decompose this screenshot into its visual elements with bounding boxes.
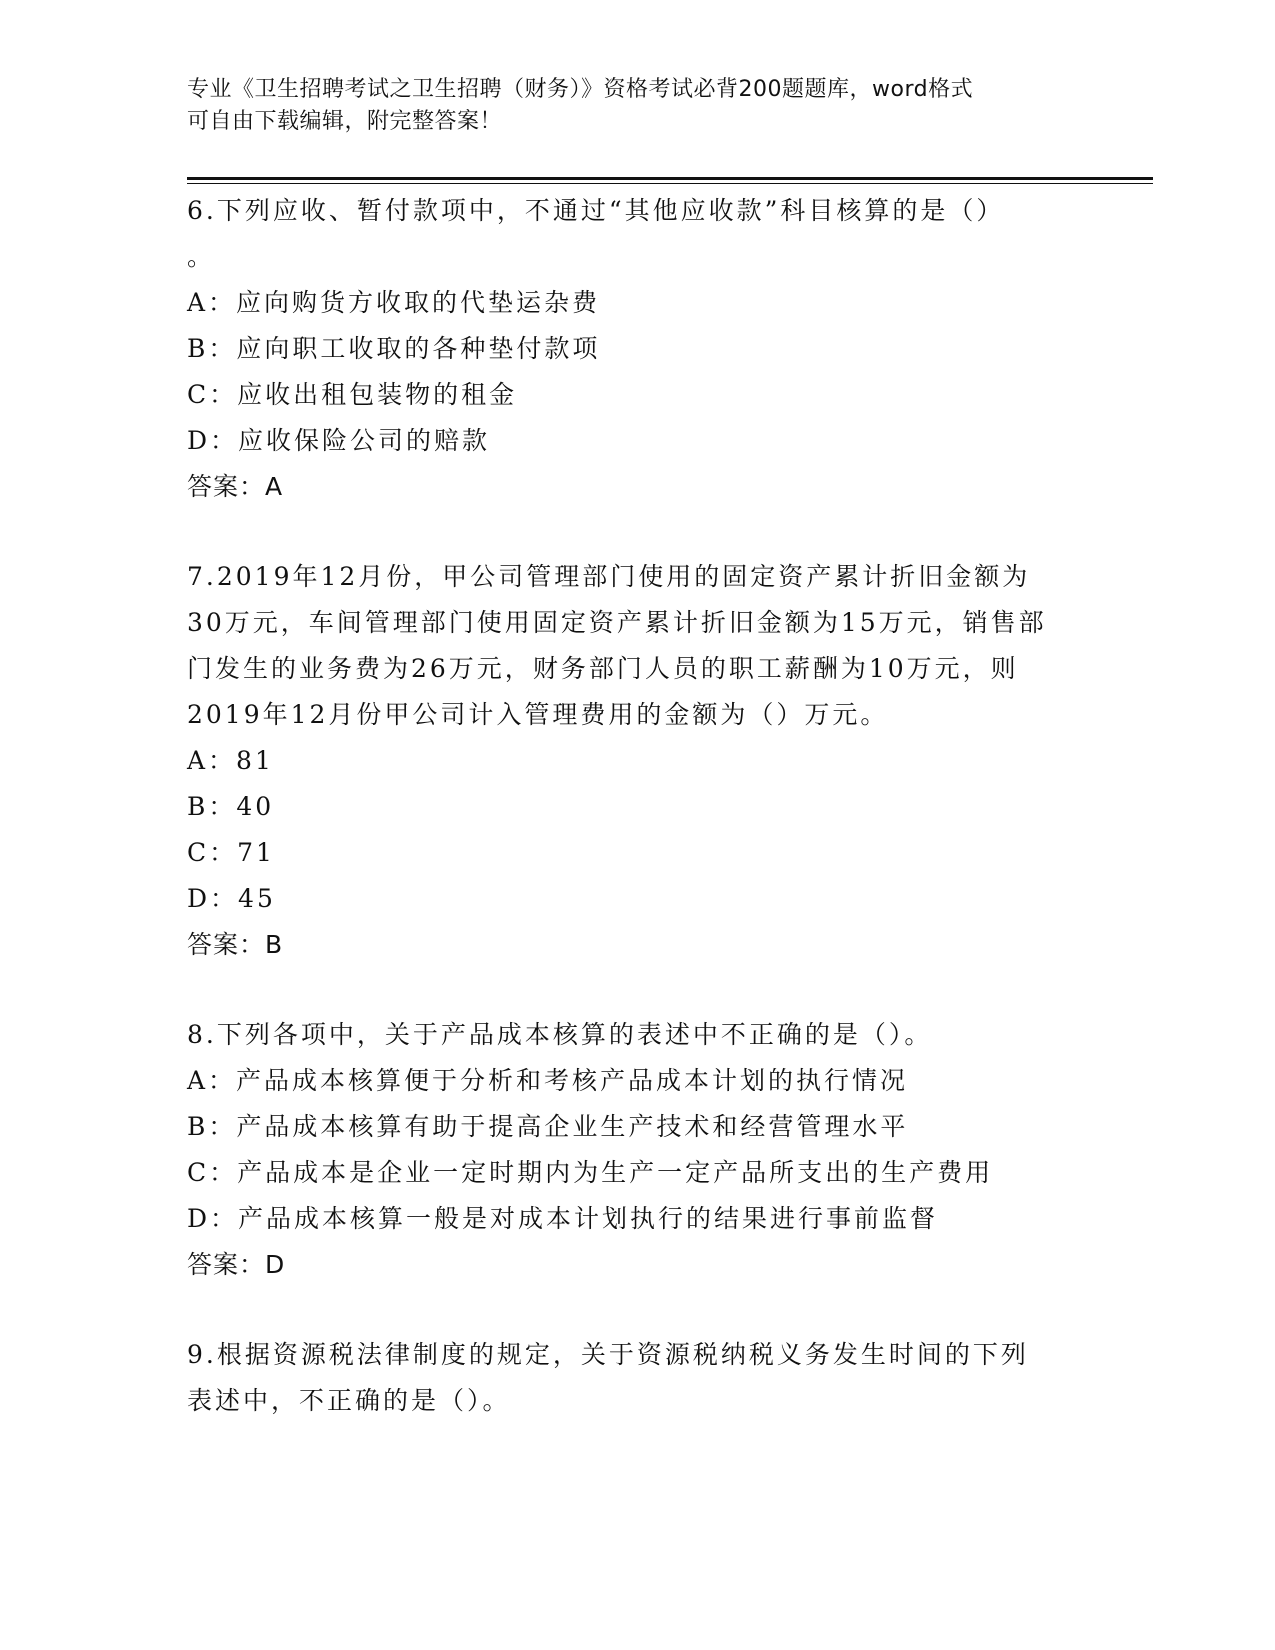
option-b: B：产品成本核算有助于提高企业生产技术和经营管理水平: [187, 1112, 909, 1141]
option-b: B：应向职工收取的各种垫付款项: [187, 334, 601, 363]
question-spacer: [187, 968, 1087, 1012]
question-text-line: 。: [187, 242, 216, 271]
option-d: D：产品成本核算一般是对成本计划执行的结果进行事前监督: [187, 1204, 939, 1233]
question-spacer: [187, 510, 1087, 554]
header-line-1: 专业《卫生招聘考试之卫生招聘（财务）》资格考试必背200题题库，word格式: [187, 77, 974, 102]
option-a: A：81: [187, 746, 274, 775]
question-text-line: 门发生的业务费为26万元，财务部门人员的职工薪酬为10万元，则: [187, 654, 1019, 683]
header-divider-thin: [187, 183, 1153, 184]
answer-label: 答案：D: [187, 1250, 286, 1279]
option-d: D：45: [187, 884, 276, 913]
answer-label: 答案：B: [187, 930, 284, 959]
question-list: [187, 188, 1087, 1424]
question-text-line: 6.下列应收、暂付款项中，不通过“其他应收款”科目核算的是（）: [187, 196, 1005, 225]
option-c: C：应收出租包装物的租金: [187, 380, 518, 409]
question-text-line: 2019年12月份甲公司计入管理费用的金额为（）万元。: [187, 700, 889, 729]
option-c: C：产品成本是企业一定时期内为生产一定产品所支出的生产费用: [187, 1158, 994, 1187]
question-8: [187, 1012, 1087, 1288]
option-c: C：71: [187, 838, 275, 867]
option-d: D：应收保险公司的赔款: [187, 426, 491, 455]
question-7: [187, 554, 1087, 968]
option-a: A：应向购货方收取的代垫运杂费: [187, 288, 601, 317]
answer-label: 答案：A: [187, 472, 284, 501]
question-9: [187, 1332, 1087, 1424]
question-6: [187, 188, 1087, 510]
question-text-line: 30万元，车间管理部门使用固定资产累计折旧金额为15万元，销售部: [187, 608, 1047, 637]
question-text-line: 8.下列各项中，关于产品成本核算的表述中不正确的是（）。: [187, 1020, 933, 1049]
header-line-2: 可自由下载编辑，附完整答案！: [187, 109, 503, 134]
question-spacer: [187, 1288, 1087, 1332]
option-b: B：40: [187, 792, 275, 821]
header-divider-thick: [187, 177, 1153, 180]
option-a: A：产品成本核算便于分析和考核产品成本计划的执行情况: [187, 1066, 909, 1095]
question-text-line: 表述中，不正确的是（）。: [187, 1386, 511, 1415]
question-text-line: 9.根据资源税法律制度的规定，关于资源税纳税义务发生时间的下列: [187, 1340, 1029, 1369]
document-header: [187, 74, 1067, 138]
question-text-line: 7.2019年12月份，甲公司管理部门使用的固定资产累计折旧金额为: [187, 562, 1031, 591]
